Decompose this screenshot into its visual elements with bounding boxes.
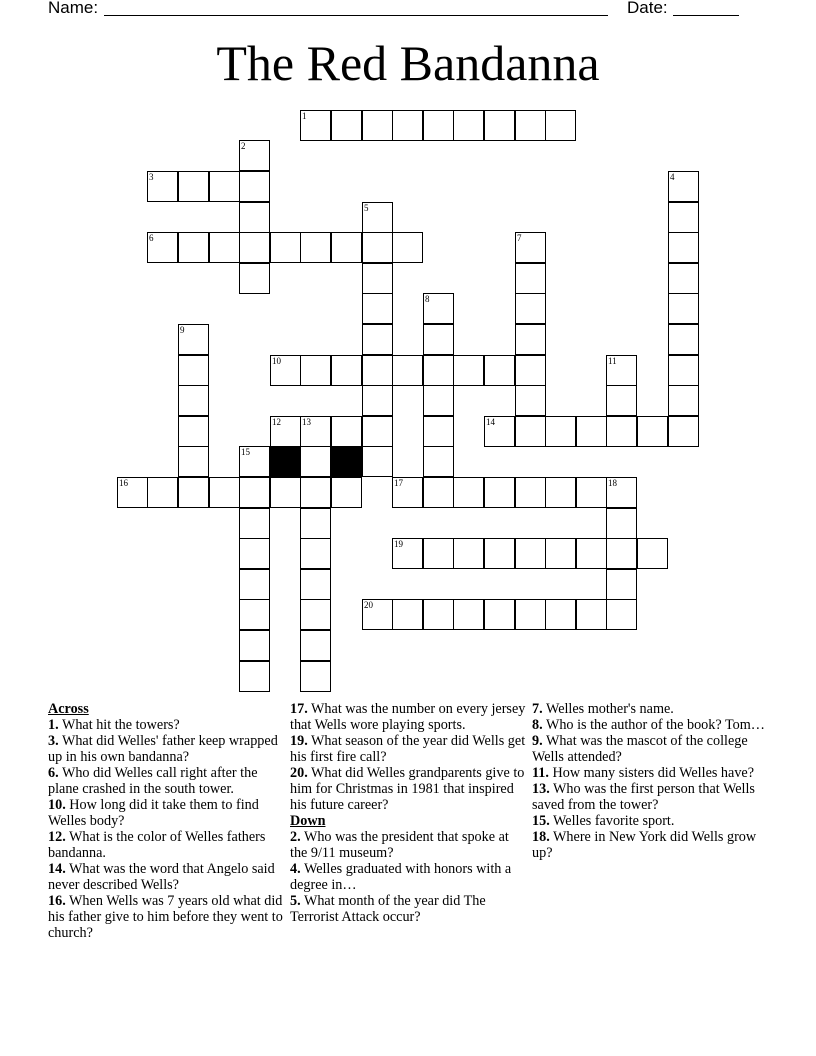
clue-number: 13	[302, 417, 311, 427]
grid-cell[interactable]	[178, 355, 209, 386]
clue-across-3: 3. What did Welles' father keep wrapped up in his own bandanna?	[48, 733, 278, 765]
clue-across-14: 14. What was the word that Angelo said never described Wells?	[48, 861, 275, 893]
grid-cell[interactable]	[300, 416, 331, 447]
grid-cell[interactable]	[331, 477, 362, 508]
grid-cell[interactable]	[239, 202, 270, 233]
grid-cell[interactable]	[484, 599, 515, 630]
grid-cell[interactable]	[239, 538, 270, 569]
clue-down-7: 7. Welles mother's name.	[532, 701, 674, 717]
grid-cell[interactable]	[453, 538, 484, 569]
clue-down-9: 9. What was the mascot of the college Wells attended?	[532, 733, 748, 765]
grid-cell[interactable]	[637, 538, 668, 569]
grid-cell[interactable]	[178, 446, 209, 477]
grid-cell[interactable]	[668, 355, 699, 386]
grid-cell[interactable]	[239, 171, 270, 202]
grid-cell[interactable]	[239, 661, 270, 692]
grid-cell[interactable]	[239, 263, 270, 294]
grid-cell[interactable]	[423, 538, 454, 569]
clue-down-8: 8. Who is the author of the book? Tom…	[532, 717, 765, 733]
grid-cell[interactable]	[362, 202, 393, 233]
grid-cell[interactable]	[178, 416, 209, 447]
grid-cell[interactable]	[606, 599, 637, 630]
grid-cell[interactable]	[453, 110, 484, 141]
grid-cell[interactable]	[423, 110, 454, 141]
grid-cell[interactable]	[484, 355, 515, 386]
grid-cell[interactable]	[331, 355, 362, 386]
grid-cell[interactable]	[239, 232, 270, 263]
grid-cell[interactable]	[239, 446, 270, 477]
clue-number: 8	[425, 294, 430, 304]
grid-cell[interactable]	[668, 263, 699, 294]
grid-cell[interactable]	[300, 508, 331, 539]
grid-cell[interactable]	[392, 355, 423, 386]
grid-cell[interactable]	[362, 263, 393, 294]
down-heading: Down	[290, 813, 326, 829]
grid-cell[interactable]	[484, 538, 515, 569]
grid-cell[interactable]	[362, 416, 393, 447]
clue-down-18: 18. Where in New York did Wells grow up?	[532, 829, 757, 861]
clue-number: 6	[149, 233, 154, 243]
grid-cell[interactable]	[300, 569, 331, 600]
grid-cell[interactable]	[392, 110, 423, 141]
clue-number: 19	[394, 539, 403, 549]
grid-cell[interactable]	[606, 385, 637, 416]
clues-column-1	[48, 701, 284, 941]
grid-cell[interactable]	[515, 232, 546, 263]
grid-cell[interactable]	[239, 477, 270, 508]
clue-number: 20	[364, 600, 373, 610]
grid-cell[interactable]	[178, 324, 209, 355]
grid-cell[interactable]	[515, 416, 546, 447]
grid-cell[interactable]	[178, 385, 209, 416]
grid-cell[interactable]	[300, 477, 331, 508]
grid-cell[interactable]	[453, 477, 484, 508]
grid-cell[interactable]	[239, 508, 270, 539]
grid-cell[interactable]	[515, 385, 546, 416]
grid-cell[interactable]	[606, 416, 637, 447]
grid-cell[interactable]	[362, 110, 393, 141]
grid-cell[interactable]	[423, 446, 454, 477]
clue-number: 10	[272, 356, 281, 366]
clue-across-17: 17. What was the number on every jersey that Wells wore playing sports.	[290, 701, 526, 733]
grid-cell[interactable]	[392, 599, 423, 630]
grid-cell[interactable]	[668, 202, 699, 233]
grid-cell[interactable]	[515, 477, 546, 508]
clues-column-2	[290, 701, 526, 925]
clue-number: 18	[608, 478, 617, 488]
grid-cell[interactable]	[331, 416, 362, 447]
clue-number: 11	[608, 356, 617, 366]
grid-cell[interactable]	[668, 416, 699, 447]
grid-cell[interactable]	[362, 293, 393, 324]
grid-cell[interactable]	[362, 599, 393, 630]
grid-cell[interactable]	[606, 477, 637, 508]
grid-cell[interactable]	[484, 110, 515, 141]
grid-cell[interactable]	[300, 232, 331, 263]
grid-cell[interactable]	[545, 416, 576, 447]
grid-cell[interactable]	[484, 416, 515, 447]
grid-cell[interactable]	[668, 171, 699, 202]
black-cell	[270, 446, 301, 477]
grid-cell[interactable]	[362, 232, 393, 263]
grid-cell[interactable]	[668, 293, 699, 324]
grid-cell[interactable]	[637, 416, 668, 447]
grid-cell[interactable]	[606, 508, 637, 539]
grid-cell[interactable]	[576, 538, 607, 569]
grid-cell[interactable]	[668, 232, 699, 263]
grid-cell[interactable]	[362, 385, 393, 416]
grid-cell[interactable]	[300, 538, 331, 569]
grid-cell[interactable]	[239, 140, 270, 171]
grid-cell[interactable]	[239, 569, 270, 600]
grid-cell[interactable]	[178, 232, 209, 263]
clue-number: 17	[394, 478, 403, 488]
grid-cell[interactable]	[515, 263, 546, 294]
grid-cell[interactable]	[606, 538, 637, 569]
grid-cell[interactable]	[423, 416, 454, 447]
grid-cell[interactable]	[270, 477, 301, 508]
clue-number: 3	[149, 172, 154, 182]
grid-cell[interactable]	[576, 416, 607, 447]
grid-cell[interactable]	[209, 477, 240, 508]
clue-down-2: 2. Who was the president that spoke at the 9/11 museum?	[290, 829, 509, 861]
clue-across-6: 6. Who did Welles call right after the plane crashed in the south tower.	[48, 765, 258, 797]
grid-cell[interactable]	[515, 293, 546, 324]
grid-cell[interactable]	[515, 110, 546, 141]
grid-cell[interactable]	[515, 599, 546, 630]
grid-cell[interactable]	[270, 232, 301, 263]
clue-number: 16	[119, 478, 128, 488]
clue-down-15: 15. Welles favorite sport.	[532, 813, 675, 829]
grid-cell[interactable]	[117, 477, 148, 508]
grid-cell[interactable]	[576, 477, 607, 508]
clue-down-13: 13. Who was the first person that Wells saved from the tower?	[532, 781, 755, 813]
grid-cell[interactable]	[392, 538, 423, 569]
grid-cell[interactable]	[545, 538, 576, 569]
grid-cell[interactable]	[239, 599, 270, 630]
clue-number: 1	[302, 111, 307, 121]
clue-across-19: 19. What season of the year did Wells get his first fire call?	[290, 733, 526, 765]
clue-down-11: 11. How many sisters did Welles have?	[532, 765, 755, 781]
clue-down-4: 4. Welles graduated with honors with a degree in…	[290, 861, 512, 893]
grid-cell[interactable]	[147, 232, 178, 263]
grid-cell[interactable]	[147, 171, 178, 202]
grid-cell[interactable]	[209, 171, 240, 202]
clues-column-3	[532, 701, 768, 861]
date-label: Date:	[627, 0, 668, 17]
grid-cell[interactable]	[423, 477, 454, 508]
grid-cell[interactable]	[270, 355, 301, 386]
grid-cell[interactable]	[392, 232, 423, 263]
grid-cell[interactable]	[515, 355, 546, 386]
grid-cell[interactable]	[300, 446, 331, 477]
clue-down-5: 5. What month of the year did The Terrorist Attack occur?	[290, 893, 486, 925]
grid-cell[interactable]	[300, 630, 331, 661]
grid-cell[interactable]	[147, 477, 178, 508]
grid-cell[interactable]	[453, 599, 484, 630]
grid-cell[interactable]	[668, 324, 699, 355]
grid-cell[interactable]	[545, 599, 576, 630]
grid-cell[interactable]	[545, 110, 576, 141]
grid-cell[interactable]	[423, 324, 454, 355]
grid-cell[interactable]	[423, 293, 454, 324]
clue-across-16: 16. When Wells was 7 years old what did his father give to him before they went to church?	[48, 893, 283, 941]
grid-cell[interactable]	[668, 385, 699, 416]
clue-number: 4	[670, 172, 675, 182]
grid-cell[interactable]	[423, 355, 454, 386]
clue-number: 2	[241, 141, 246, 151]
clue-number: 15	[241, 447, 250, 457]
grid-cell[interactable]	[392, 477, 423, 508]
grid-cell[interactable]	[606, 569, 637, 600]
grid-cell[interactable]	[423, 599, 454, 630]
clue-number: 7	[517, 233, 522, 243]
clue-across-10: 10. How long did it take them to find Welles body?	[48, 797, 259, 829]
grid-cell[interactable]	[270, 416, 301, 447]
grid-cell[interactable]	[300, 110, 331, 141]
black-cell	[331, 446, 362, 477]
clue-across-20: 20. What did Welles grandparents give to him for Christmas in 1981 that inspired his future career?	[290, 765, 525, 813]
grid-cell[interactable]	[331, 110, 362, 141]
grid-cell[interactable]	[545, 477, 576, 508]
clue-across-1: 1. What hit the towers?	[48, 717, 180, 733]
grid-cell[interactable]	[423, 385, 454, 416]
grid-cell[interactable]	[362, 446, 393, 477]
page-title: The Red Bandanna	[216, 35, 600, 91]
grid-cell[interactable]	[300, 599, 331, 630]
grid-cell[interactable]	[515, 324, 546, 355]
name-label: Name:	[48, 0, 99, 17]
grid-cell[interactable]	[331, 232, 362, 263]
clue-number: 12	[272, 417, 281, 427]
grid-cell[interactable]	[178, 171, 209, 202]
across-heading: Across	[48, 701, 89, 717]
grid-cell[interactable]	[484, 477, 515, 508]
grid-cell[interactable]	[453, 355, 484, 386]
grid-cell[interactable]	[362, 324, 393, 355]
grid-cell[interactable]	[576, 599, 607, 630]
grid-cell[interactable]	[300, 355, 331, 386]
grid-cell[interactable]	[362, 355, 393, 386]
clue-number: 14	[486, 417, 495, 427]
clue-across-12: 12. What is the color of Welles fathers bandanna.	[48, 829, 266, 861]
grid-cell[interactable]	[606, 355, 637, 386]
grid-cell[interactable]	[178, 477, 209, 508]
grid-cell[interactable]	[209, 232, 240, 263]
grid-cell[interactable]	[300, 661, 331, 692]
grid-cell[interactable]	[239, 630, 270, 661]
grid-cell[interactable]	[515, 538, 546, 569]
clue-number: 5	[364, 203, 369, 213]
clue-number: 9	[180, 325, 185, 335]
